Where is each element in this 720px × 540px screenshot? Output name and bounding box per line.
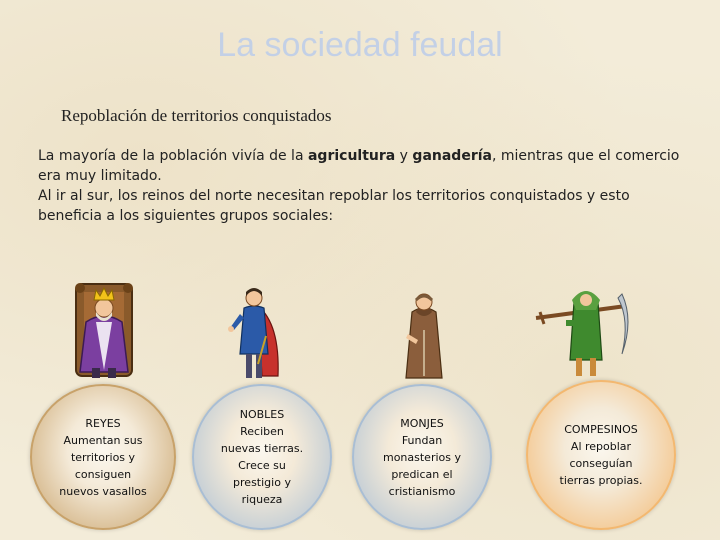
group-line: Fundan — [401, 433, 443, 447]
slide-subtitle: Repoblación de territorios conquistados — [61, 106, 332, 125]
oval-reyes — [30, 384, 176, 530]
paragraph-2: Al ir al sur, los reinos del norte necesitan repoblar los territorios conquistados y esto beneficia a los siguientes grupos sociales: — [38, 188, 630, 224]
group-name: REYES — [85, 416, 121, 430]
group-line: conseguían — [569, 457, 633, 470]
group-line: Reciben — [240, 425, 284, 438]
monk-icon — [398, 290, 450, 380]
paragraph-1-text-b: y — [395, 148, 413, 164]
oval-nobles — [192, 384, 332, 530]
oval-monjes — [352, 384, 492, 530]
group-line: Aumentan sus — [63, 433, 143, 447]
group-line: cristianismo — [388, 484, 456, 498]
king-icon — [62, 282, 146, 380]
slide-title: La sociedad feudal — [217, 26, 503, 64]
group-line: predican el — [391, 467, 453, 481]
paragraph-1-text-a: La mayoría de la población vivía de la — [38, 148, 308, 164]
group-name: COMPESINOS — [564, 423, 638, 436]
paragraph-1-bold-ganaderia: ganadería — [412, 148, 492, 164]
group-line: Al repoblar — [570, 440, 632, 453]
group-line: Crece su — [238, 459, 286, 472]
group-line: monasterios y — [382, 450, 461, 464]
peasant-icon — [530, 280, 636, 380]
paragraph-1-bold-agricultura: agricultura — [307, 148, 396, 164]
group-name: NOBLES — [239, 408, 285, 421]
group-line: territorios y — [70, 450, 136, 464]
oval-compesinos — [526, 380, 676, 530]
group-line: nuevos vasallos — [59, 484, 147, 498]
group-line: prestigio y — [233, 476, 291, 489]
group-line: nuevas tierras. — [220, 442, 304, 455]
paragraph-1 — [38, 146, 698, 186]
body-text — [38, 146, 698, 226]
group-name: MONJES — [400, 416, 444, 430]
group-line: riqueza — [241, 493, 283, 506]
noble-icon — [222, 284, 288, 382]
group-line: consiguen — [74, 467, 132, 481]
group-line: tierras propias. — [559, 474, 643, 487]
paragraph-1-text-c: , mientras que el comercio era muy limitado. — [38, 148, 680, 184]
